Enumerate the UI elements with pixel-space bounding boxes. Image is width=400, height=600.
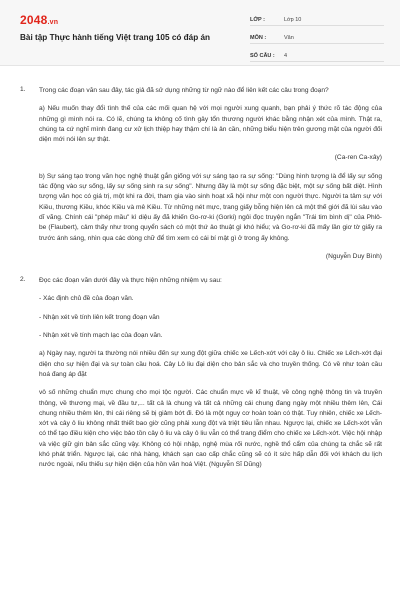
- task-item: - Nhận xét về tính mạch lạc của đoạn văn.: [39, 332, 163, 340]
- question-prompt: Đọc các đoạn văn dưới đây và thực hiện những nhiệm vụ sau:: [39, 277, 222, 285]
- passage-a: a) Ngày nay, người ta thường nói nhiều đến sự xung đột giữa chiếc xe Lếch-xớt với cây ô liu. Chiếc xe Lếch-xớt đại diện cho sự hiện đại và sự toàn cầu hoá. Cây Lô liu đại diện cho bản sắc và cho truyền thống. Có về như toàn cầu hoá đang áp đặt: [39, 350, 382, 378]
- passage-b: b) Sự sáng tạo trong văn học nghệ thuật gắn giống với sự sáng tạo ra sự sống: "Dùng hình tượng là để lấy sự sống tác động vào sự sống, lấy sự sống sinh ra sự sống". Nhưng đây là một sự sống đặc biệt, một sự sống bất diệt. Hình tượng văn học có giá trị, một khi ra đời, tham gia vào sinh hoạt xã hội như một con người thực. Người ta tâm sự với Kiều, thương Kiều, khóc Kiều và mê Kiều. Từ những nét mực, trang giấy bỗng hiện lên cả một thế giới đã lùi sâu vào dĩ vãng. Chính cái "phép mầu" kì diệu ấy đã khiến Go-rơ-ki (Gorki) ngôi đọc truyện ngắn "Trái tim bình dị" của Phlô-be (Flaubert), cảm thấy như trong quyển sách có một thứ ảo thuật gì khó hiểu; và Go-rơ-ki đã mấy lần giơ tờ giấy ra trước ánh sáng, nhìn qua các dòng chữ để tìm xem có cái bí mật gì ở trong ấy không.: [39, 172, 382, 242]
- meta-row-subject: [250, 30, 384, 44]
- logo-main: 2048: [20, 13, 48, 27]
- document-title: Bài tập Thực hành tiếng Việt trang 105 có đáp án: [20, 33, 211, 42]
- passage-a-author: (Ca-ren Ca-xây): [334, 154, 382, 162]
- task-item: - Nhận xét về tính liên kết trong đoạn văn: [39, 313, 160, 321]
- meta-label: LỚP :: [250, 17, 265, 23]
- question-prompt: Trong các đoạn văn sau đây, tác giả đã sử dụng những từ ngữ nào để liên kết các câu trong đoạn?: [39, 87, 329, 94]
- question-number: 2.: [20, 276, 26, 284]
- meta-value: Văn: [284, 35, 294, 41]
- task-item: - Xác định chủ đề của đoạn văn.: [39, 295, 134, 303]
- logo-tld: .vn: [47, 19, 59, 26]
- question-1: [20, 86, 382, 262]
- question-number: 1.: [20, 86, 26, 93]
- meta-label: MÔN :: [250, 35, 267, 41]
- meta-label: SỐ CÂU :: [250, 53, 275, 59]
- meta-value: 4: [284, 53, 288, 59]
- document-body: [20, 86, 382, 471]
- passage-a-continued: vô số những chuẩn mực chung cho mọi tộc người. Các chuẩn mực về kĩ thuật, về công nghệ thông tin và truyền thông, về thương mại, về đầu tư,... tất cả là chung và tất cả những cái chung đang ngày một nhiều thêm lên, Cái chung nhiều thêm lên, thì cái riêng sẽ bị giảm bớt đi. Đó là một nguy cơ hoàn toàn có thật. Tuy nhiên, chiếc xe Lếch-xớt và cây ô liu không nhất thiết bao giờ cũng phải xung đột và triệt tiêu lẫn nhau. Ngược lại, chiếc xe Lếch-xớt vẫn có thể tạo điều kiện cho việc bảo tồn cây ô liu và cây ô liu vẫn có thể trang điểm cho chiếc xe Lếch-xớt. Việc hội nhập và việc giữ gìn bản sắc cũng vậy. Không có hội nhập, nghệ mùa rối nước, nghề thổ cẩm của chúng ta chắc sẽ rất khó phát triển. Ngược lại, các nhà hàng, khách sạn cao cấp chắc cũng sẽ có ít sức hấp dẫn đối với khách du lịch nước ngoài, nếu thiếu sự hiện diện của hồn văn hoá Việt. (Nguyễn Sĩ Dũng): [39, 389, 382, 469]
- passage-a: a) Nếu muốn thay đổi tình thế của các mối quan hệ với mọi người xung quanh, bạn phải ý thức rõ tác động của những gì mình nói ra. Có lẽ, chúng ta không cố tình gây tổn thương người khác bằng nhận xét của mình. Thật ra, chúng ta cứ nghĩ mình đang cư xử lịch thiệp hay thậm chí là ân cần, những biểu hiện trên gương mặt của người đối diện mới nói lên sự thật.: [39, 105, 382, 144]
- meta-row-question-count: [250, 48, 384, 62]
- meta-table: [250, 12, 384, 66]
- site-logo[interactable]: [20, 13, 58, 27]
- meta-value: Lớp 10: [284, 17, 302, 23]
- meta-row-class: [250, 12, 384, 26]
- question-2: [20, 276, 382, 470]
- passage-b-author: (Nguyễn Duy Bình): [325, 252, 382, 260]
- page-header: [0, 0, 400, 66]
